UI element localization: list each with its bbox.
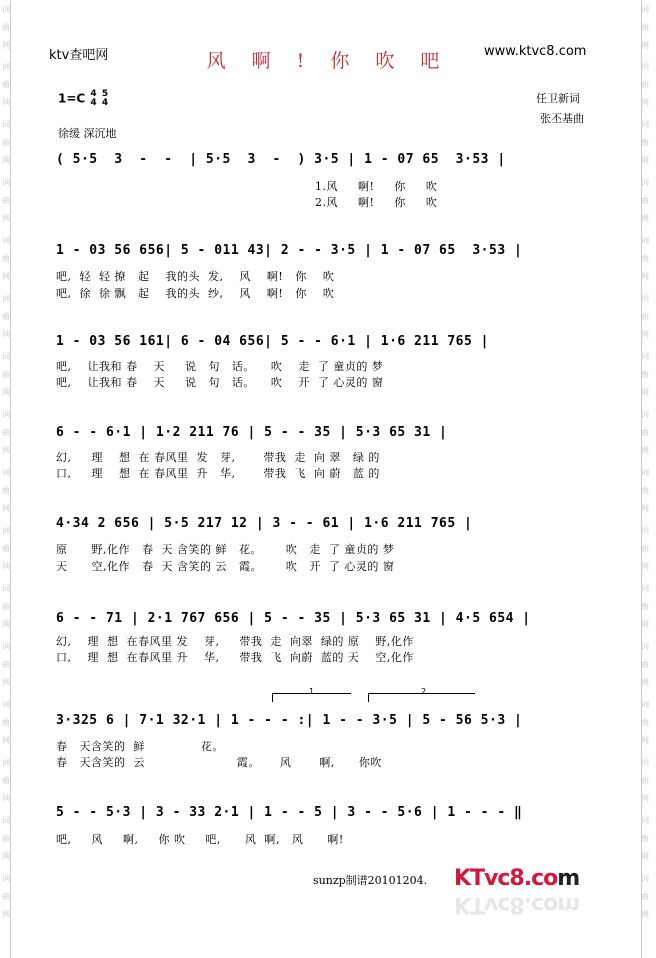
watermark-glyph: 网 <box>641 446 649 455</box>
lyric-line-3-verse-2: 吧, 让我和 春 天 说 句 话。 吹 开 了 心灵的 窗 <box>56 376 384 389</box>
watermark-glyph: 词 <box>641 294 649 303</box>
watermark-glyph: 网 <box>2 388 10 397</box>
site-url: www.ktvc8.com <box>484 44 587 59</box>
watermark-glyph: 网 <box>641 272 649 281</box>
watermark-glyph: 曲 <box>641 834 649 843</box>
watermark-glyph: 词 <box>2 62 10 71</box>
watermark-glyph: 词 <box>641 410 649 419</box>
watermark-glyph: 曲 <box>641 602 649 611</box>
watermark-glyph: 词 <box>641 352 649 361</box>
watermark-glyph: 词 <box>2 120 10 129</box>
watermark-glyph: 网 <box>2 272 10 281</box>
watermark-glyph: 词 <box>641 584 649 593</box>
watermark-glyph: 网 <box>2 214 10 223</box>
watermark-glyph: 词 <box>641 816 649 825</box>
watermark-glyph: 词 <box>641 120 649 129</box>
watermark-glyph: 曲 <box>641 254 649 263</box>
watermark-glyph: 曲 <box>2 660 10 669</box>
time-signature-2: 5 4 <box>101 89 109 108</box>
site-logo: KTvc8.com <box>454 866 580 891</box>
watermark-glyph: 词 <box>2 642 10 651</box>
lyric-line-2-verse-2: 吧, 徐 徐 飘 起 我的头 纱, 风 啊! 你 吹 <box>56 287 335 300</box>
lyric-line-7-verse-2: 春 天含笑的 云 霞。 风 啊, 你吹 <box>56 756 382 769</box>
watermark-glyph: 曲 <box>641 776 649 785</box>
notation-line-8: 5 - - 5·3 | 3 - 33 2·1 | 1 - - 5 | 3 - - 5·6 | 1 - - - ‖ <box>56 805 523 820</box>
notation-line-7: 3·325 6 | 7·1 32·1 | 1 - - - :| 1 - - 3·5 | 5 - 56 5·3 | <box>56 713 523 728</box>
watermark-glyph: 曲 <box>2 892 10 901</box>
watermark-glyph: 网 <box>641 156 649 165</box>
watermark-glyph: 网 <box>641 678 649 687</box>
watermark-glyph: 曲 <box>641 80 649 89</box>
watermark-glyph: 曲 <box>2 138 10 147</box>
lyric-line-4-verse-2: 口, 理 想 在 春风里 升 华, 带我 飞 向 蔚 蓝 的 <box>56 467 380 480</box>
watermark-glyph: 网 <box>2 910 10 919</box>
watermark-glyph: 曲 <box>2 776 10 785</box>
watermark-glyph: 网 <box>2 736 10 745</box>
watermark-glyph: 词 <box>2 758 10 767</box>
watermark-glyph: 曲 <box>2 23 10 32</box>
watermark-glyph: 网 <box>641 562 649 571</box>
watermark-glyph: 词 <box>641 758 649 767</box>
watermark-glyph: 网 <box>641 910 649 919</box>
watermark-glyph: 词 <box>2 410 10 419</box>
watermark-glyph: 网 <box>2 446 10 455</box>
watermark-glyph: 网 <box>641 214 649 223</box>
watermark-glyph: 网 <box>2 98 10 107</box>
watermark-glyph: 词 <box>641 178 649 187</box>
watermark-glyph: 网 <box>641 330 649 339</box>
lyric-line-8: 吧, 风 啊, 你 吹 吧, 风 啊, 风 啊! <box>56 833 344 846</box>
watermark-glyph: 词 <box>641 5 649 14</box>
watermark-glyph: 曲 <box>2 428 10 437</box>
watermark-glyph: 网 <box>641 98 649 107</box>
watermark-glyph: 曲 <box>2 312 10 321</box>
watermark-glyph: 曲 <box>2 834 10 843</box>
watermark-glyph: 曲 <box>641 718 649 727</box>
watermark-glyph: 网 <box>2 678 10 687</box>
watermark-glyph: 曲 <box>641 196 649 205</box>
watermark-glyph: 词 <box>2 294 10 303</box>
watermark-glyph: 网 <box>2 794 10 803</box>
watermark-glyph: 网 <box>641 852 649 861</box>
watermark-glyph: 词 <box>2 5 10 14</box>
lyric-line-2-verse-1: 吧, 轻 轻 撩 起 我的头 发, 风 啊! 你 吹 <box>56 270 335 283</box>
notation-line-3: 1 - 03 56 161| 6 - 04 656| 5 - - 6·1 | 1·6 211 765 | <box>56 334 489 349</box>
watermark-glyph: 词 <box>2 352 10 361</box>
lyric-line-1-verse-1: 1.风 啊! 你 吹 <box>315 180 438 193</box>
watermark-glyph: 曲 <box>641 23 649 32</box>
lyric-line-3-verse-1: 吧, 让我和 春 天 说 句 话。 吹 走 了 童贞的 梦 <box>56 360 384 373</box>
watermark-glyph: 词 <box>2 236 10 245</box>
lyric-line-4-verse-1: 幻, 理 想 在 春风里 发 芽, 带我 走 向 翠 绿 的 <box>56 451 380 464</box>
watermark-glyph: 词 <box>641 874 649 883</box>
lyric-line-6-verse-2: 口, 理 想 在春风里 升 华, 带我 飞 向蔚 蓝的 天 空,化作 <box>56 651 414 664</box>
watermark-glyph: 曲 <box>2 370 10 379</box>
watermark-glyph: 曲 <box>641 486 649 495</box>
watermark-glyph: 曲 <box>2 718 10 727</box>
watermark-glyph: 网 <box>2 41 10 50</box>
site-logo-reflection: KTvc8.com <box>454 892 580 917</box>
watermark-glyph: 网 <box>641 794 649 803</box>
composer: 张丕基曲 <box>540 112 584 125</box>
notation-line-5: 4·34 2 656 | 5·5 217 12 | 3 - - 61 | 1·6 211 765 | <box>56 516 473 531</box>
watermark-glyph: 词 <box>2 816 10 825</box>
watermark-glyph: 词 <box>2 700 10 709</box>
watermark-glyph: 网 <box>2 562 10 571</box>
watermark-glyph: 曲 <box>641 544 649 553</box>
watermark-glyph: 网 <box>2 852 10 861</box>
second-ending-bracket: 2 <box>368 693 475 702</box>
site-name: ktv查吧网 <box>49 48 109 63</box>
watermark-glyph: 曲 <box>2 80 10 89</box>
lyric-line-1-verse-2: 2.风 啊! 你 吹 <box>315 196 438 209</box>
watermark-glyph: 网 <box>641 736 649 745</box>
watermark-glyph: 曲 <box>641 892 649 901</box>
lyric-line-5-verse-1: 原 野,化作 春 天 含笑的 鲜 花。 吹 走 了 童贞的 梦 <box>56 543 395 556</box>
watermark-glyph: 曲 <box>641 660 649 669</box>
first-ending-bracket: 1 <box>272 693 351 702</box>
watermark-glyph: 曲 <box>641 138 649 147</box>
watermark-glyph: 曲 <box>2 602 10 611</box>
watermark-glyph: 网 <box>641 620 649 629</box>
key-signature <box>58 90 108 108</box>
watermark-glyph: 网 <box>2 156 10 165</box>
watermark-glyph: 网 <box>641 41 649 50</box>
watermark-glyph: 网 <box>641 504 649 513</box>
watermark-glyph: 词 <box>641 62 649 71</box>
lyric-line-7-verse-1: 春 天含笑的 鲜 花。 <box>56 740 224 753</box>
watermark-glyph: 网 <box>2 620 10 629</box>
time-signature-1: 4 4 <box>90 89 97 108</box>
page-title: 风 啊 ! 你 吹 吧 <box>206 50 450 72</box>
watermark-glyph: 曲 <box>641 312 649 321</box>
watermark-glyph: 网 <box>2 330 10 339</box>
watermark-glyph: 曲 <box>2 486 10 495</box>
watermark-glyph: 曲 <box>2 254 10 263</box>
watermark-glyph: 曲 <box>641 428 649 437</box>
lyricist: 任卫新词 <box>536 92 580 105</box>
notation-line-1: ( 5·5 3 - - | 5·5 3 - ) 3·5 | 1 - 07 65 3·53 | <box>56 152 506 167</box>
watermark-glyph: 词 <box>641 468 649 477</box>
tempo-marking: 徐缓 深沉地 <box>58 127 117 140</box>
watermark-glyph: 词 <box>2 526 10 535</box>
watermark-glyph: 词 <box>641 700 649 709</box>
watermark-glyph: 曲 <box>2 196 10 205</box>
watermark-glyph: 词 <box>641 236 649 245</box>
watermark-glyph: 词 <box>641 526 649 535</box>
transcriber-credit: sunzp制谱20101204. <box>313 874 428 887</box>
watermark-glyph: 词 <box>2 584 10 593</box>
watermark-glyph: 曲 <box>641 370 649 379</box>
notation-line-6: 6 - - 71 | 2·1 767 656 | 5 - - 35 | 5·3 65 31 | 4·5 654 | <box>56 611 531 626</box>
watermark-glyph: 词 <box>2 178 10 187</box>
notation-line-2: 1 - 03 56 656| 5 - 011 43| 2 - - 3·5 | 1 - 07 65 3·53 | <box>56 243 523 258</box>
watermark-glyph: 词 <box>2 468 10 477</box>
lyric-line-6-verse-1: 幻, 理 想 在春风里 发 芽, 带我 走 向翠 绿的 原 野,化作 <box>56 635 414 648</box>
watermark-glyph: 词 <box>641 642 649 651</box>
watermark-glyph: 词 <box>2 874 10 883</box>
notation-line-4: 6 - - 6·1 | 1·2 211 76 | 5 - - 35 | 5·3 65 31 | <box>56 425 448 440</box>
watermark-glyph: 网 <box>2 504 10 513</box>
lyric-line-5-verse-2: 天 空,化作 春 天 含笑的 云 霞。 吹 开 了 心灵的 窗 <box>56 560 395 573</box>
watermark-glyph: 曲 <box>2 544 10 553</box>
key-prefix: 1=C <box>58 91 86 106</box>
watermark-glyph: 网 <box>641 388 649 397</box>
